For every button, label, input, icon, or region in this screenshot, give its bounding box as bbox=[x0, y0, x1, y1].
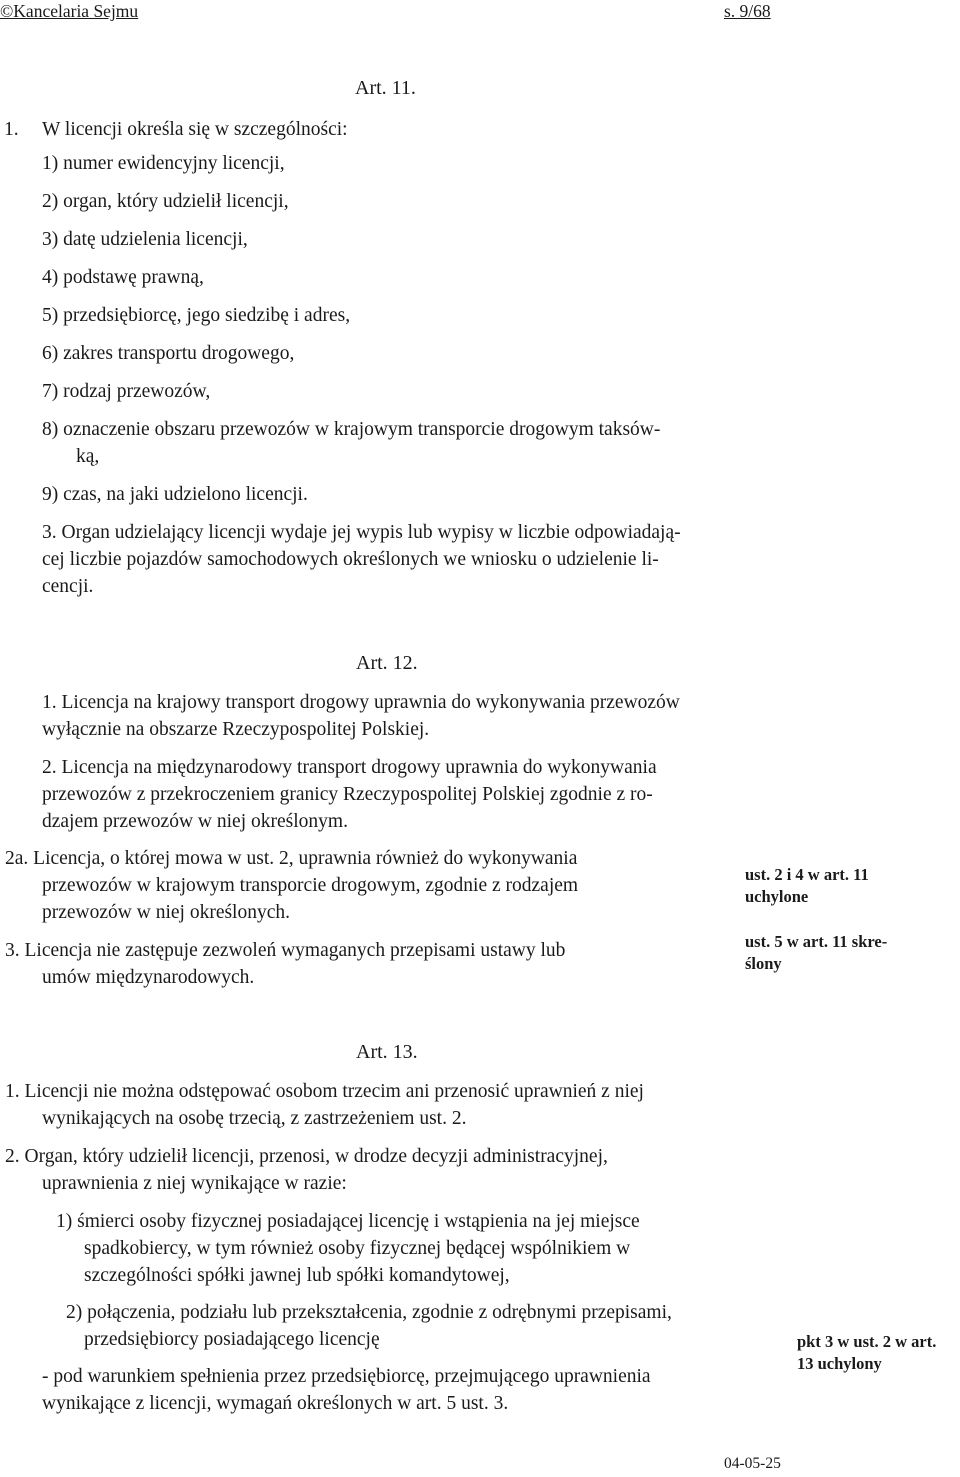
publisher-link[interactable]: ©Kancelaria Sejmu bbox=[0, 1, 139, 21]
header-publisher bbox=[0, 0, 138, 25]
article-11-title: Art. 11. bbox=[355, 77, 416, 99]
art12-para3-line: umów międzynarodowych. bbox=[42, 967, 255, 988]
list-item: 1) numer ewidencyjny licencji, bbox=[42, 153, 285, 174]
art11-para1-text: W licencji określa się w szczególności: bbox=[42, 119, 348, 140]
art11-para1-number: 1. bbox=[4, 119, 19, 140]
list-item: 4) podstawę prawną, bbox=[42, 267, 204, 288]
art11-para3-line: cej liczbie pojazdów samochodowych określonych we wniosku o udzielenie li- bbox=[42, 549, 659, 570]
list-item: 3) datę udzielenia licencji, bbox=[42, 229, 248, 250]
art12-para1-line: 1. Licencja na krajowy transport drogowy uprawnia do wykonywania przewozów bbox=[42, 692, 680, 713]
footer-date: 04-05-25 bbox=[724, 1455, 781, 1472]
header-page-number bbox=[724, 0, 771, 25]
margin-note-point-repealed: pkt 3 w ust. 2 w art. 13 uchylony bbox=[797, 1332, 937, 1373]
list-item: 9) czas, na jaki udzielono licencji. bbox=[42, 484, 308, 505]
art12-para2-line: przewozów z przekroczeniem granicy Rzeczypospolitej Polskiej zgodnie z ro- bbox=[42, 784, 653, 805]
list-item: 2) organ, który udzielił licencji, bbox=[42, 191, 289, 212]
art12-para2a-line: 2a. Licencja, o której mowa w ust. 2, uprawnia również do wykonywania bbox=[5, 848, 578, 869]
article-12-title: Art. 12. bbox=[356, 652, 418, 674]
list-item: 8) oznaczenie obszaru przewozów w krajowym transporcie drogowym taksów- bbox=[42, 419, 661, 440]
art13-item1-line: szczególności spółki jawnej lub spółki komandytowej, bbox=[84, 1265, 510, 1286]
list-item: 6) zakres transportu drogowego, bbox=[42, 343, 295, 364]
art13-tail-line: wynikające z licencji, wymagań określonych w art. 5 ust. 3. bbox=[42, 1393, 509, 1414]
art13-item2-line: 2) połączenia, podziału lub przekształcenia, zgodnie z odrębnymi przepisami, bbox=[66, 1302, 672, 1323]
list-item: 5) przedsiębiorcę, jego siedzibę i adres, bbox=[42, 305, 351, 326]
art12-para2-line: 2. Licencja na międzynarodowy transport drogowy uprawnia do wykonywania bbox=[42, 757, 657, 778]
art12-para2a-line: przewozów w krajowym transporcie drogowym, zgodnie z rodzajem bbox=[42, 875, 579, 896]
art12-para2-line: dzajem przewozów w niej określonym. bbox=[42, 811, 348, 832]
list-item: 7) rodzaj przewozów, bbox=[42, 381, 211, 402]
art13-item1-line: spadkobiercy, w tym również osoby fizycznej będącej wspólnikiem w bbox=[84, 1238, 631, 1259]
art13-para2-line: uprawnienia z niej wynikające w razie: bbox=[42, 1173, 347, 1194]
art12-para1-line: wyłącznie na obszarze Rzeczypospolitej Polskiej. bbox=[42, 719, 430, 740]
margin-note-deleted: ust. 5 w art. 11 skre- ślony bbox=[745, 932, 888, 973]
art12-para3-line: 3. Licencja nie zastępuje zezwoleń wymaganych przepisami ustawy lub bbox=[5, 940, 566, 961]
art13-item1-line: 1) śmierci osoby fizycznej posiadającej licencję i wstąpienia na jej miejsce bbox=[56, 1211, 640, 1232]
art12-para2a-line: przewozów w niej określonych. bbox=[42, 902, 291, 923]
art13-tail-line: - pod warunkiem spełnienia przez przedsiębiorcę, przejmującego uprawnienia bbox=[42, 1366, 651, 1387]
article-13-title: Art. 13. bbox=[356, 1041, 418, 1063]
list-item-continuation: ką, bbox=[76, 446, 100, 467]
art13-para1-line: wynikających na osobę trzecią, z zastrzeżeniem ust. 2. bbox=[42, 1108, 467, 1129]
art13-para2-line: 2. Organ, który udzielił licencji, przenosi, w drodze decyzji administracyjnej, bbox=[5, 1146, 608, 1167]
page-number-link[interactable]: s. 9/68 bbox=[724, 1, 771, 21]
art13-item2-line: przedsiębiorcy posiadającego licencję bbox=[84, 1329, 380, 1350]
art11-para3-line: cencji. bbox=[42, 576, 94, 597]
art13-para1-line: 1. Licencji nie można odstępować osobom trzecim ani przenosić uprawnień z niej bbox=[5, 1081, 644, 1102]
art11-para3-line: 3. Organ udzielający licencji wydaje jej wypis lub wypisy w liczbie odpowiadają- bbox=[42, 522, 681, 543]
margin-note-repealed: ust. 2 i 4 w art. 11 uchylone bbox=[745, 865, 869, 906]
